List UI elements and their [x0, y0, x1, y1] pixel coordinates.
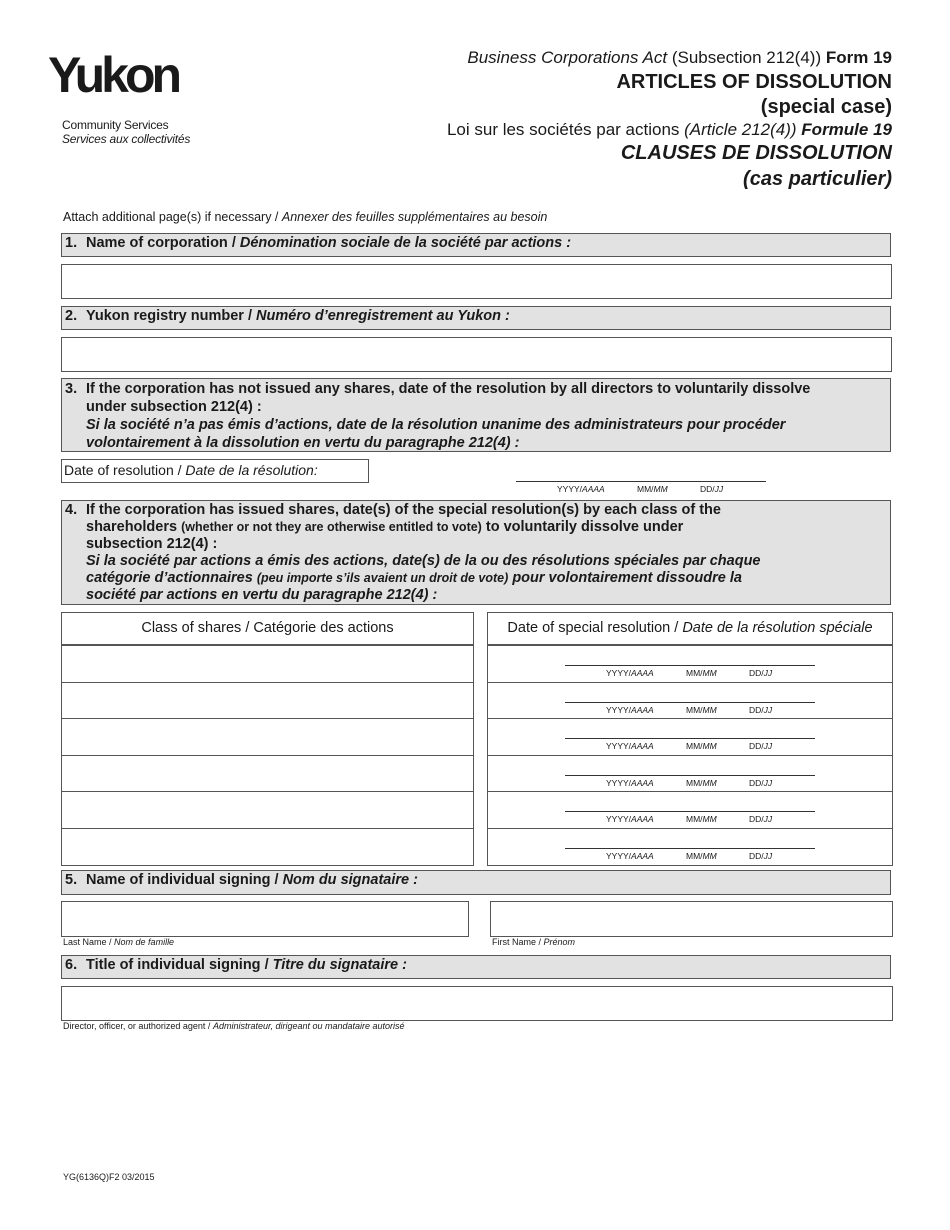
section-4-text-fr-2a: catégorie d’actionnaires — [86, 570, 253, 586]
resolution-date-cell[interactable] — [487, 718, 893, 756]
fmt-yyyy: YYYY/ — [606, 705, 632, 715]
first-name-fr: Prénom — [543, 937, 576, 947]
registry-number-input[interactable] — [61, 337, 892, 372]
fmt-yyyy: YYYY/ — [606, 741, 632, 751]
section-4-text-en-2b: (whether or not they are otherwise entitled to vote) — [181, 520, 482, 534]
resolution-date-cell[interactable] — [487, 645, 893, 683]
section-number: 6. — [65, 957, 78, 973]
date-format-hint — [606, 741, 772, 751]
title-note-fr: Administrateur, dirigeant ou mandataire autorisé — [212, 1021, 405, 1031]
section-4-text-fr-3: société par actions en vertu du paragraphe 212(4) : — [86, 587, 438, 603]
fmt-dd: DD/ — [700, 484, 715, 494]
fmt-yyyy: YYYY/ — [606, 851, 632, 861]
class-of-shares-input[interactable] — [61, 718, 474, 756]
section-number: 3. — [65, 381, 78, 397]
section-4-text-en-1: If the corporation has issued shares, date(s) of the special resolution(s) by each class of the — [86, 502, 721, 518]
form-number-en: Form 19 — [825, 48, 892, 67]
attach-note — [63, 210, 547, 224]
section-number: 4. — [65, 502, 78, 518]
resolution-date-cell[interactable] — [487, 682, 893, 720]
form-number-fr: Formule 19 — [801, 120, 892, 139]
section-3-text-fr-1: Si la société n’a pas émis d’actions, date de la résolution unanime des administrateurs pour procéder — [86, 417, 786, 433]
form-subtitle-fr: (cas particulier) — [743, 168, 892, 190]
col-date-en: Date of special resolution / — [507, 620, 679, 636]
fmt-yyyy: YYYY/ — [606, 668, 632, 678]
logo-subtitle-en: Community Services — [62, 118, 169, 132]
section-4-text-en-3: subsection 212(4) : — [86, 536, 218, 552]
section-4-header — [61, 500, 891, 605]
last-name-input[interactable] — [61, 901, 469, 937]
fmt-dd-fr: JJ — [763, 851, 773, 861]
resolution-date-line[interactable] — [516, 481, 766, 482]
section-3-text-en-1: If the corporation has not issued any shares, date of the resolution by all directors to voluntarily dissolve — [86, 381, 811, 397]
class-of-shares-input[interactable] — [61, 682, 474, 720]
fmt-mm-fr: MM — [702, 705, 717, 715]
act-name-en: Business Corporations Act — [467, 48, 668, 67]
section-6-header — [61, 955, 891, 979]
title-note-en: Director, officer, or authorized agent / — [63, 1021, 211, 1031]
class-of-shares-input[interactable] — [61, 828, 474, 866]
fmt-mm-fr: MM — [702, 741, 717, 751]
section-3-header — [61, 378, 891, 452]
fmt-dd-fr: JJ — [763, 741, 773, 751]
class-of-shares-input[interactable] — [61, 645, 474, 683]
date-label-en: Date of resolution / — [64, 462, 182, 478]
date-format-hint — [606, 814, 772, 824]
title-caption — [63, 1021, 405, 1031]
fmt-mm: MM/ — [637, 484, 654, 494]
column-header-date — [487, 612, 893, 645]
fmt-yyyy: YYYY/ — [557, 484, 583, 494]
date-format-hint — [606, 851, 772, 861]
form-title-en: ARTICLES OF DISSOLUTION — [616, 71, 892, 93]
fmt-mm-fr: MM — [653, 484, 668, 494]
fmt-mm: MM/ — [686, 851, 703, 861]
fmt-dd: DD/ — [749, 851, 764, 861]
fmt-aaaa: AAAA — [631, 741, 654, 751]
date-line[interactable] — [565, 848, 815, 849]
date-line[interactable] — [565, 665, 815, 666]
subsection-fr: (Article 212(4)) — [684, 120, 797, 139]
section-2-label-en: Yukon registry number / — [86, 308, 252, 324]
act-line-fr — [447, 120, 892, 140]
section-number: 5. — [65, 872, 78, 888]
fmt-mm: MM/ — [686, 668, 703, 678]
last-name-caption — [63, 937, 174, 947]
fmt-yyyy: YYYY/ — [606, 778, 632, 788]
section-4-text-en-2c: to voluntarily dissolve under — [485, 519, 684, 535]
date-format-hint — [557, 484, 723, 494]
section-3-text-en-2: under subsection 212(4) : — [86, 399, 262, 415]
fmt-mm-fr: MM — [702, 814, 717, 824]
date-line[interactable] — [565, 702, 815, 703]
section-3-text-fr-2: volontairement à la dissolution en vertu du paragraphe 212(4) : — [86, 435, 520, 451]
fmt-dd: DD/ — [749, 705, 764, 715]
resolution-date-cell[interactable] — [487, 791, 893, 829]
last-name-en: Last Name / — [63, 937, 112, 947]
col-date-fr: Date de la résolution spéciale — [682, 620, 873, 636]
section-4-text-fr-2c: pour volontairement dissoudre la — [512, 570, 742, 586]
section-4-text-fr-2b: (peu importe s’ils avaient un droit de vote) — [256, 571, 509, 585]
fmt-aaaa: AAAA — [631, 814, 654, 824]
fmt-dd: DD/ — [749, 668, 764, 678]
fmt-mm-fr: MM — [702, 668, 717, 678]
fmt-dd: DD/ — [749, 814, 764, 824]
first-name-en: First Name / — [492, 937, 542, 947]
date-format-hint — [606, 705, 772, 715]
fmt-mm: MM/ — [686, 778, 703, 788]
fmt-aaaa: AAAA — [631, 851, 654, 861]
title-input[interactable] — [61, 986, 893, 1021]
section-1-label-en: Name of corporation / — [86, 235, 236, 251]
fmt-mm: MM/ — [686, 705, 703, 715]
act-line-en — [467, 48, 892, 68]
section-6-label-en: Title of individual signing / — [86, 957, 269, 973]
first-name-input[interactable] — [490, 901, 893, 937]
fmt-aaaa: AAAA — [631, 668, 654, 678]
fmt-dd-fr: JJ — [763, 705, 773, 715]
resolution-date-cell[interactable] — [487, 755, 893, 793]
date-label-fr: Date de la résolution: — [185, 462, 318, 478]
last-name-fr: Nom de famille — [114, 937, 175, 947]
date-line[interactable] — [565, 811, 815, 812]
form-subtitle-en: (special case) — [760, 96, 892, 118]
date-line[interactable] — [565, 738, 815, 739]
fmt-mm: MM/ — [686, 814, 703, 824]
date-format-hint — [606, 668, 772, 678]
fmt-mm-fr: MM — [702, 778, 717, 788]
section-6-label-fr: Titre du signataire : — [272, 957, 407, 973]
fmt-yyyy: YYYY/ — [606, 814, 632, 824]
fmt-dd-fr: JJ — [763, 778, 773, 788]
date-line[interactable] — [565, 775, 815, 776]
date-of-resolution-label — [61, 459, 369, 483]
form-code: YG(6136Q)F2 03/2015 — [63, 1172, 155, 1182]
resolution-date-cell[interactable] — [487, 828, 893, 866]
section-5-label-en: Name of individual signing / — [86, 872, 279, 888]
fmt-dd: DD/ — [749, 741, 764, 751]
act-name-fr: Loi sur les sociétés par actions — [446, 120, 680, 139]
first-name-caption — [492, 937, 575, 947]
fmt-aaaa: AAAA — [631, 778, 654, 788]
logo-subtitle-fr: Services aux collectivités — [62, 132, 191, 146]
section-4-text-en-2a: shareholders — [86, 519, 178, 535]
column-header-class: Class of shares / Catégorie des actions — [61, 612, 474, 645]
section-5-header — [61, 870, 891, 895]
fmt-aaaa: AAAA — [582, 484, 605, 494]
section-5-label-fr: Nom du signataire : — [282, 872, 418, 888]
fmt-aaaa: AAAA — [631, 705, 654, 715]
form-title-fr: CLAUSES DE DISSOLUTION — [620, 142, 892, 164]
section-2-label-fr: Numéro d’enregistrement au Yukon : — [256, 308, 510, 324]
class-of-shares-input[interactable] — [61, 791, 474, 829]
fmt-dd-fr: JJ — [763, 814, 773, 824]
section-1-label-fr: Dénomination sociale de la société par actions : — [239, 235, 572, 251]
corporation-name-input[interactable] — [61, 264, 892, 299]
fmt-dd-fr: JJ — [763, 668, 773, 678]
fmt-dd-fr: JJ — [714, 484, 724, 494]
attach-note-fr: Annexer des feuilles supplémentaires au besoin — [281, 210, 548, 224]
section-1-header — [61, 233, 891, 257]
fmt-mm: MM/ — [686, 741, 703, 751]
date-format-hint — [606, 778, 772, 788]
section-4-text-fr-1: Si la société par actions a émis des actions, date(s) de la ou des résolutions spéciales par chaque — [86, 553, 761, 569]
section-2-header — [61, 306, 891, 330]
section-number: 2. — [65, 308, 78, 324]
subsection-en: (Subsection 212(4)) — [671, 48, 822, 67]
attach-note-en: Attach additional page(s) if necessary / — [63, 210, 279, 224]
fmt-mm-fr: MM — [702, 851, 717, 861]
section-number: 1. — [65, 235, 78, 251]
fmt-dd: DD/ — [749, 778, 764, 788]
class-of-shares-input[interactable] — [61, 755, 474, 793]
yukon-logo: Yukon — [48, 47, 179, 103]
